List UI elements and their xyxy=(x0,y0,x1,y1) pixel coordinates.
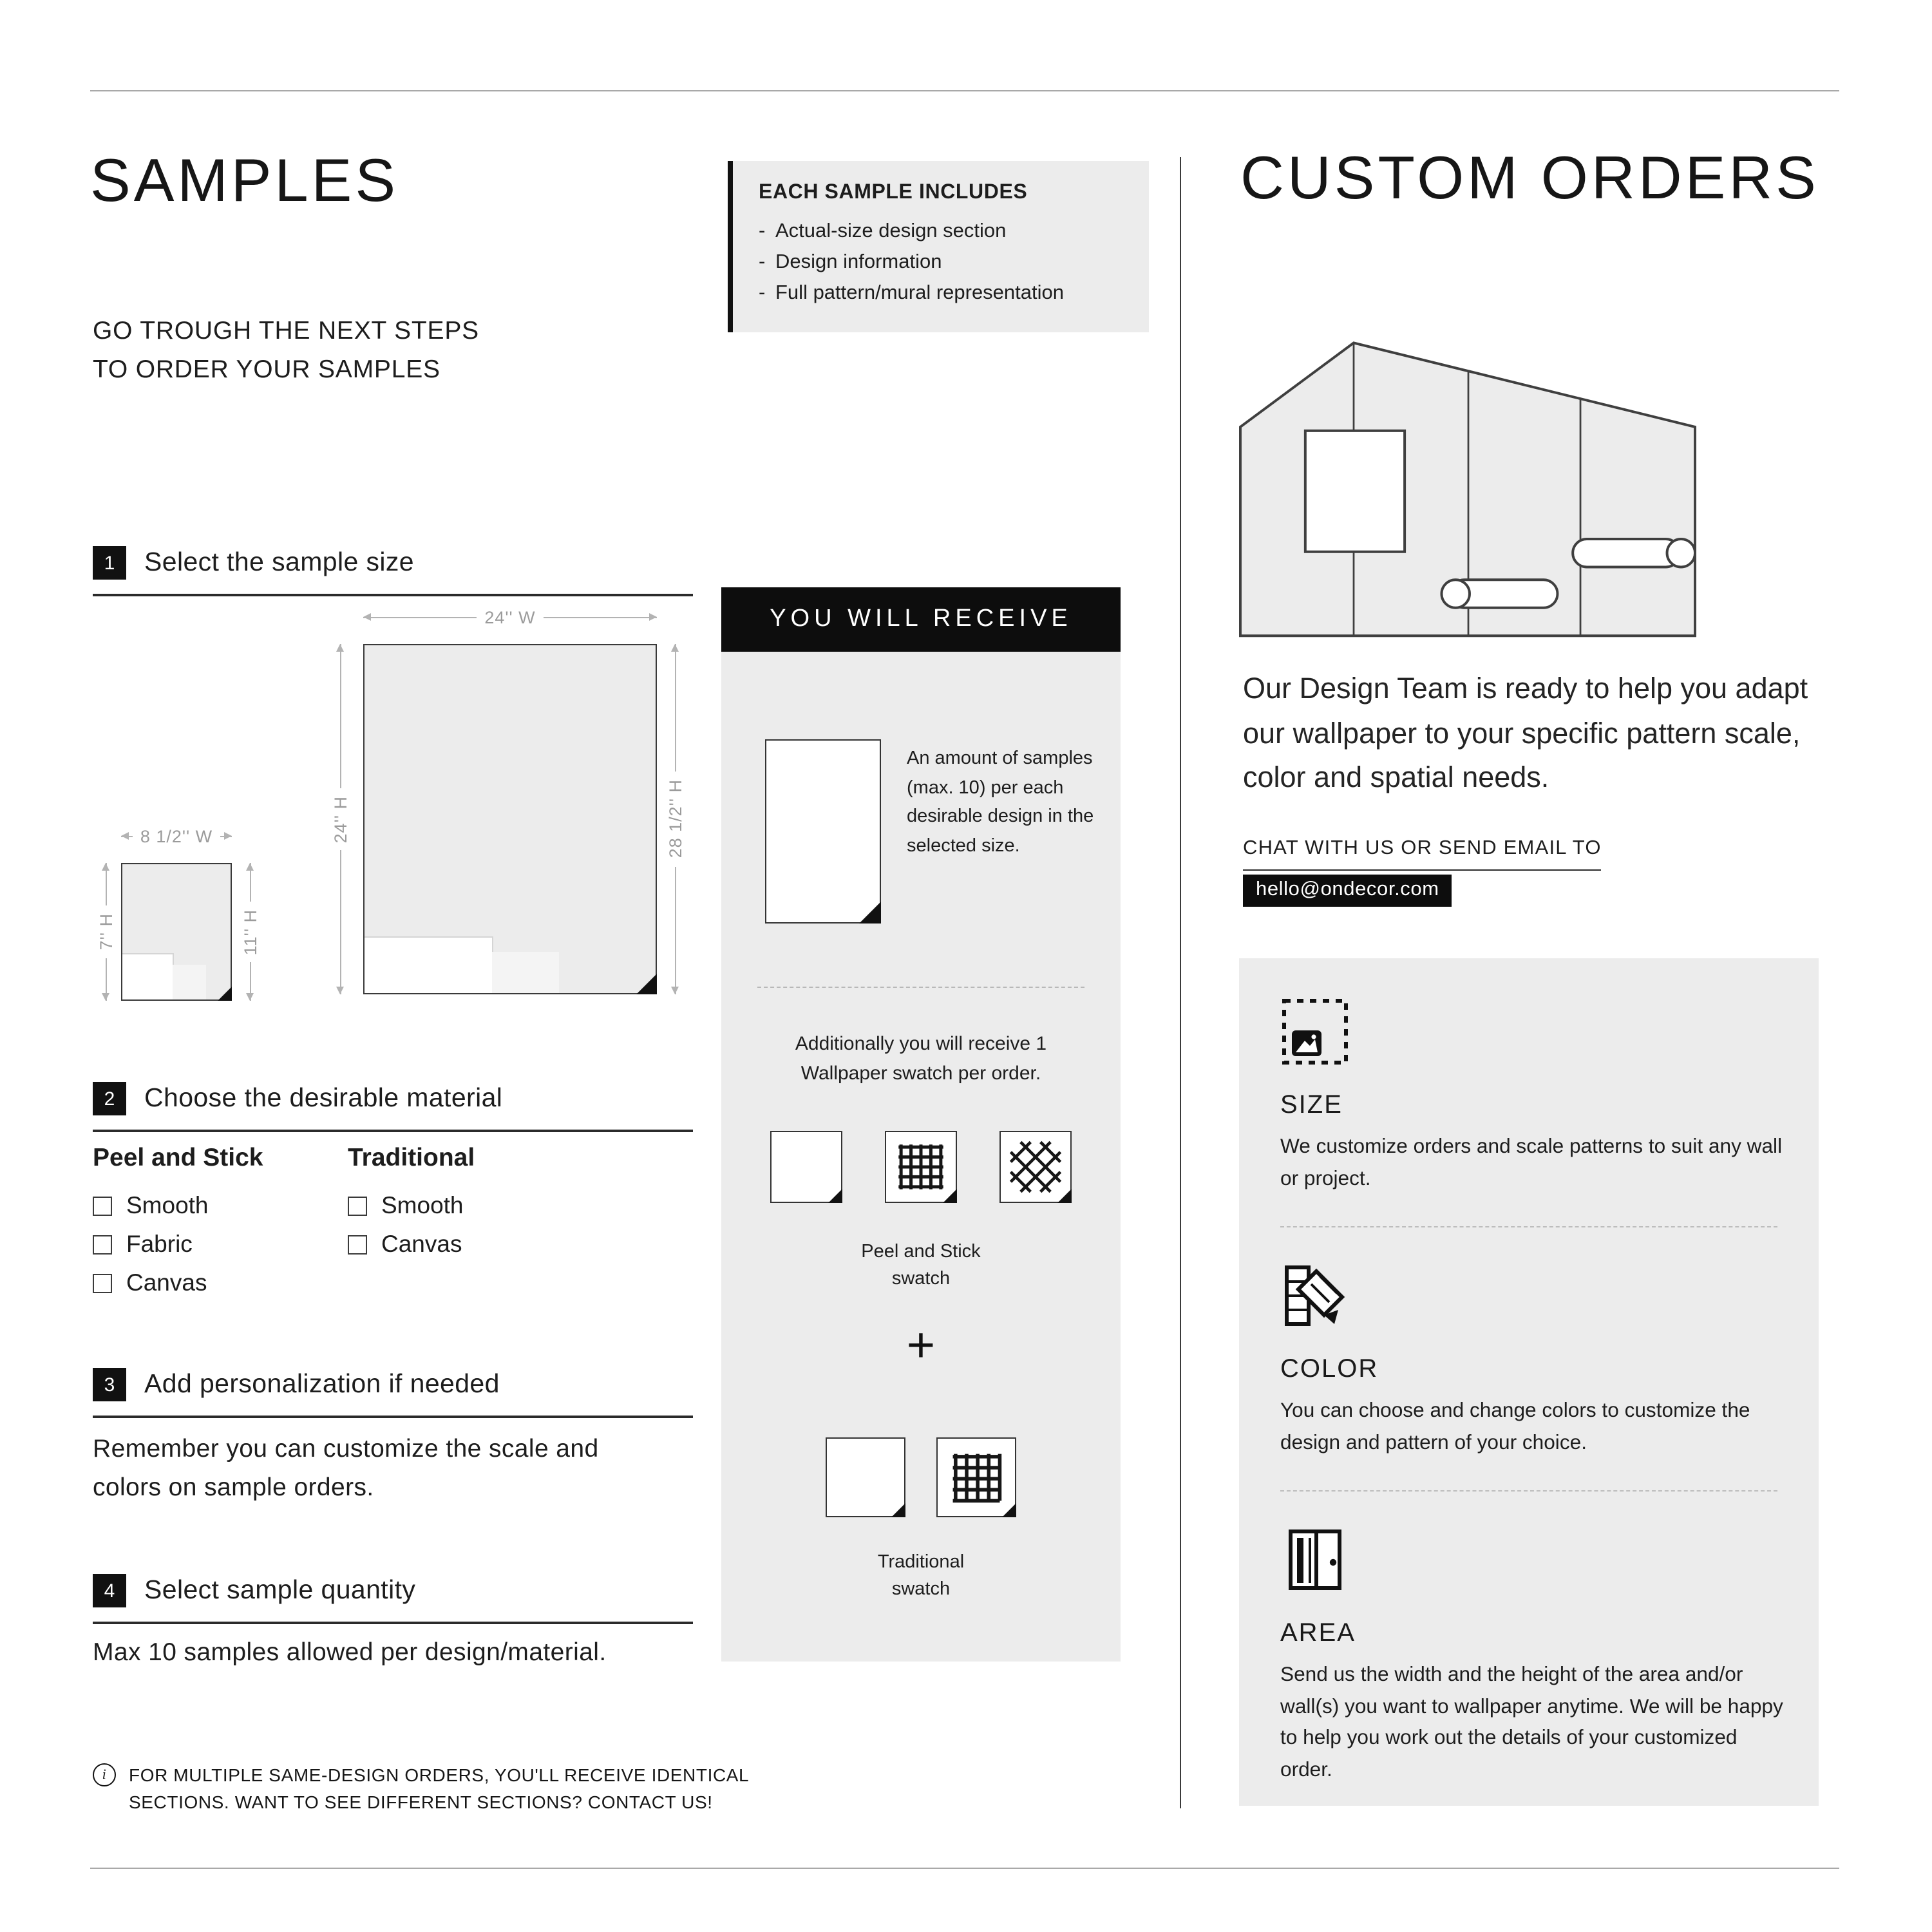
material-option-smooth xyxy=(93,1186,348,1225)
step-label: Select the sample size xyxy=(144,547,415,577)
includes-item: - Design information xyxy=(759,247,1126,278)
custom-orders-paragraph: Our Design Team is ready to help you adapt our wallpaper to your specific pattern scale, color and spatial needs. xyxy=(1243,672,1808,793)
intro-line: GO TROUGH THE NEXT STEPS xyxy=(93,317,479,345)
includes-item: - Actual-size design section xyxy=(759,216,1126,247)
peel-swatch-row xyxy=(721,1131,1121,1203)
plus-icon: + xyxy=(906,1319,936,1373)
feature-color xyxy=(1280,1261,1777,1459)
samples-intro xyxy=(93,312,479,389)
material-option-canvas xyxy=(348,1225,475,1264)
footnote xyxy=(93,1762,788,1816)
option-label: Canvas xyxy=(381,1230,462,1257)
dimension-height-small-left xyxy=(93,863,118,1001)
small-sample-rect xyxy=(121,863,232,1001)
footnote-text: FOR MULTIPLE SAME-DESIGN ORDERS, YOU'LL RECEIVE IDENTICAL SECTIONS. WANT TO SEE DIFFERENT SECTIONS? CONTACT US! xyxy=(129,1765,749,1812)
dimension-width-large xyxy=(363,608,657,627)
option-label: Smooth xyxy=(381,1191,464,1218)
traditional-swatch-caption xyxy=(721,1549,1121,1604)
receive-additional-text: Additionally you will receive 1 Wallpaper swatch per order. xyxy=(795,1033,1047,1084)
column-divider xyxy=(1180,157,1181,1808)
house-wallpaper-illustration xyxy=(1239,322,1698,645)
folded-corner-icon xyxy=(218,987,232,1001)
info-icon: i xyxy=(93,1763,116,1786)
sample-size-diagram xyxy=(93,605,693,1050)
material-options xyxy=(93,1144,698,1302)
step-label: Select sample quantity xyxy=(144,1575,416,1605)
traditional-column xyxy=(348,1144,475,1302)
size-icon xyxy=(1280,997,1350,1066)
step-number-badge: 1 xyxy=(93,546,126,580)
includes-title: EACH SAMPLE INCLUDES xyxy=(759,182,1028,204)
material-option-smooth xyxy=(348,1186,475,1225)
design-section-overlay xyxy=(365,936,494,993)
step-number-badge: 2 xyxy=(93,1082,126,1115)
grid-swatch-icon xyxy=(885,1131,957,1203)
step-3-text: Remember you can customize the scale and colors on sample orders. xyxy=(93,1435,599,1502)
blank-swatch-icon xyxy=(770,1131,842,1203)
custom-orders-title: CUSTOM ORDERS xyxy=(1240,143,1819,211)
step-3-header xyxy=(93,1368,693,1418)
checkbox-icon xyxy=(93,1196,112,1215)
folded-corner-icon xyxy=(636,974,657,994)
dashed-divider xyxy=(1280,1226,1777,1227)
area-icon xyxy=(1280,1525,1350,1595)
feature-heading: SIZE xyxy=(1280,1091,1343,1119)
custom-features-panel xyxy=(1239,958,1819,1806)
dimension-label: 7'' H xyxy=(96,913,115,951)
option-label: Smooth xyxy=(126,1191,209,1218)
swatch-overlay xyxy=(493,951,560,993)
feature-text: You can choose and change colors to customize the design and pattern of your choice. xyxy=(1280,1400,1750,1454)
checkbox-icon xyxy=(93,1273,112,1293)
feature-text: We customize orders and scale patterns to suit any wall or project. xyxy=(1280,1136,1783,1189)
material-option-fabric xyxy=(93,1225,348,1264)
large-sample-rect xyxy=(363,644,657,994)
feature-text: Send us the width and the height of the area and/or wall(s) you want to wallpaper anytime. We will be happy to help you work out the details of your customized order. xyxy=(1280,1664,1783,1781)
dimension-label: 8 1/2'' W xyxy=(140,827,213,846)
bottom-rule xyxy=(90,1868,1839,1869)
samples-title: SAMPLES xyxy=(90,146,399,214)
step-2-header xyxy=(93,1082,693,1132)
material-group-title: Peel and Stick xyxy=(93,1144,263,1172)
feature-heading: AREA xyxy=(1280,1619,1356,1647)
option-label: Canvas xyxy=(126,1269,207,1296)
feature-heading: COLOR xyxy=(1280,1355,1379,1383)
material-option-canvas xyxy=(93,1264,348,1302)
material-group-title: Traditional xyxy=(348,1144,475,1172)
feature-size xyxy=(1280,997,1783,1195)
blank-swatch-icon xyxy=(826,1437,905,1517)
intro-line: TO ORDER YOUR SAMPLES xyxy=(93,355,440,384)
step-label: Add personalization if needed xyxy=(144,1369,500,1399)
dimension-label: 24'' W xyxy=(484,608,536,627)
step-4-text: Max 10 samples allowed per design/material. xyxy=(93,1638,607,1667)
feature-area xyxy=(1280,1525,1783,1786)
peel-swatch-caption xyxy=(721,1239,1121,1293)
grid-swatch-icon xyxy=(936,1437,1016,1517)
includes-item: - Full pattern/mural representation xyxy=(759,278,1126,309)
dimension-label: 11'' H xyxy=(240,909,260,955)
receive-header: YOU WILL RECEIVE xyxy=(721,587,1121,652)
step-4-header xyxy=(93,1574,693,1624)
dimension-width-small xyxy=(121,827,232,846)
step-number-badge: 3 xyxy=(93,1368,126,1401)
dashed-divider xyxy=(1280,1490,1777,1492)
you-will-receive-panel xyxy=(721,587,1121,1662)
color-icon xyxy=(1280,1261,1350,1331)
checkbox-icon xyxy=(348,1235,367,1254)
sample-includes-box xyxy=(728,161,1149,332)
dimension-label: 28 1/2'' H xyxy=(665,779,685,859)
swatch-overlay xyxy=(173,964,205,999)
chat-label: CHAT WITH US OR SEND EMAIL TO xyxy=(1243,837,1602,871)
top-rule xyxy=(90,90,1839,91)
dimension-height-small-right xyxy=(237,863,263,1001)
receive-samples-text: An amount of samples (max. 10) per each desirable design in the selected size. xyxy=(907,748,1094,856)
step-number-badge: 4 xyxy=(93,1574,126,1607)
checkbox-icon xyxy=(348,1196,367,1215)
caption-line: swatch xyxy=(891,1269,951,1289)
folded-corner-icon xyxy=(859,902,881,923)
email-badge: hello@ondecor.com xyxy=(1243,875,1452,907)
caption-line: Peel and Stick xyxy=(861,1242,981,1262)
step-label: Choose the desirable material xyxy=(144,1083,503,1113)
design-section-overlay xyxy=(122,954,175,999)
dimension-label: 24'' H xyxy=(330,795,350,843)
crosshatch-swatch-icon xyxy=(999,1131,1072,1203)
caption-line: Traditional xyxy=(877,1552,965,1573)
peel-and-stick-column xyxy=(93,1144,348,1302)
caption-line: swatch xyxy=(891,1579,951,1600)
dashed-divider xyxy=(757,987,1084,988)
dimension-height-large-left xyxy=(327,644,353,994)
option-label: Fabric xyxy=(126,1230,193,1257)
sample-page-icon xyxy=(765,739,881,923)
dimension-height-large-right xyxy=(662,644,688,994)
step-1-header xyxy=(93,546,693,596)
traditional-swatch-row xyxy=(721,1437,1121,1517)
checkbox-icon xyxy=(93,1235,112,1254)
